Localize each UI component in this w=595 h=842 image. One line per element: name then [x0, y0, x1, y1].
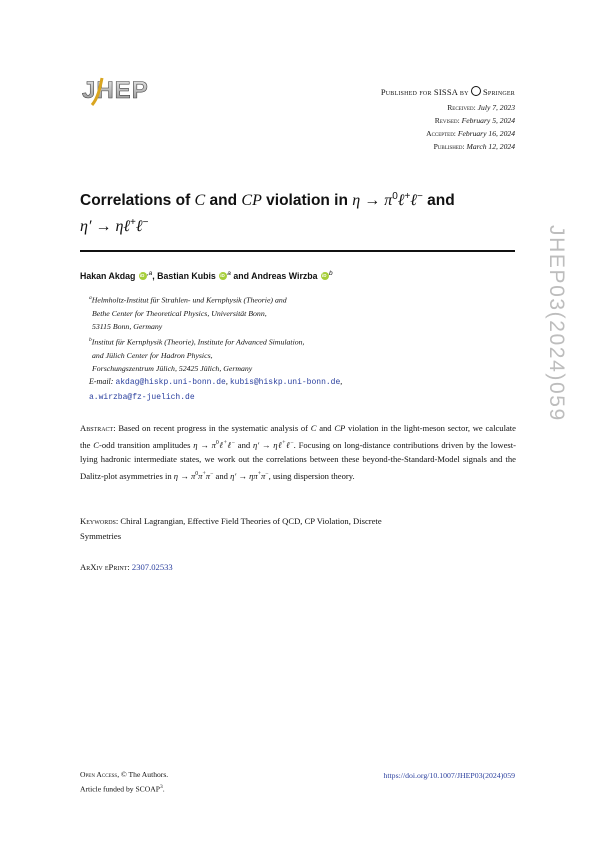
keywords: Keywords: Chiral Lagrangian, Effective Field Theories of QCD, CP Violation, Discrete Symmetries [80, 516, 382, 541]
date-published: Published: March 12, 2024 [433, 142, 515, 151]
keywords-label: Keywords: [80, 516, 119, 526]
date-accepted: Accepted: February 16, 2024 [426, 129, 515, 138]
title-rule [80, 250, 515, 252]
springer-horse-icon [471, 86, 481, 96]
arxiv-line [80, 560, 516, 575]
publisher-name: Springer [483, 87, 515, 97]
orcid-icon[interactable] [139, 272, 147, 280]
email-link[interactable]: a.wirzba@fz-juelich.de [89, 393, 195, 402]
affiliation-b: $^b$Institut für Kernphysik (Theorie), Institute for Advanced Simulation, and Jülich Center for Hadron Physics, Forschungszentrum Jülich, 52425 Jülich, Germany [89, 337, 305, 373]
email-link[interactable]: akdag@hiskp.uni-bonn.de [115, 378, 226, 387]
arxiv-label: ArXiv ePrint: [80, 562, 130, 572]
date-revised: Revised: February 5, 2024 [434, 116, 515, 125]
footer-left: Open Access, © The Authors. Article funded by SCOAP$^3$. [80, 770, 169, 794]
author-name: Bastian Kubis [157, 270, 216, 281]
orcid-icon[interactable] [219, 272, 227, 280]
email-block: E-mail: akdag@hiskp.uni-bonn.de, kubis@hiskp.uni-bonn.de, a.wirzba@fz-juelich.de [89, 377, 343, 402]
date-received: Received: July 7, 2023 [447, 103, 515, 112]
email-link[interactable]: kubis@hiskp.uni-bonn.de [229, 378, 341, 387]
jhep-logo [80, 76, 168, 106]
author-list: Hakan Akdag iD $^{,a}$, Bastian Kubis iD $^a$ and Andreas Wirzba iD $^b$ [80, 270, 333, 281]
paper-title: Correlations of C and CP violation in $\eta \to \pi^0\ell^+\ell^-$ and η′ → ηℓ+ℓ− [80, 191, 455, 236]
abstract: Abstract: Based on recent progress in the systematic analysis of C and CP violation in the light-meson sector, we calculate the C-odd transition amplitudes $\eta \to \pi^0\ell^+\ell^-$ and η′ → ηℓ+ℓ−. Focusing on long-distance contributions driven by the lowest-lying hadronic intermediate states, we work out the correlations between these beyond-the-Standard-Model signals and the Dalitz-plot asymmetries in $\eta \to \pi^0\pi^+\pi^-$ and η′ → ηπ+π−, using dispersion theory. [80, 423, 516, 482]
side-identifier [542, 225, 572, 485]
orcid-icon[interactable] [321, 272, 329, 280]
author-name: Andreas Wirzba [251, 270, 318, 281]
publisher-line [381, 86, 515, 97]
publisher-prefix: Published for SISSA by [380, 87, 469, 97]
doi-link[interactable]: https://doi.org/10.1007/JHEP03(2024)059 [383, 771, 515, 780]
svg-text:JHEP: JHEP [82, 77, 149, 104]
author-name: Hakan Akdag [80, 270, 136, 281]
affiliation-a: $^a$Helmholtz-Institut für Strahlen- und Kernphysik (Theorie) and Bethe Center for Theoretical Physics, Universität Bonn, 53115 Bonn, Germany [89, 295, 287, 331]
side-identifier-text: JHEP03(2024)059 [545, 225, 568, 422]
abstract-label: Abstract: [80, 423, 116, 433]
arxiv-link[interactable]: 2307.02533 [131, 562, 173, 572]
